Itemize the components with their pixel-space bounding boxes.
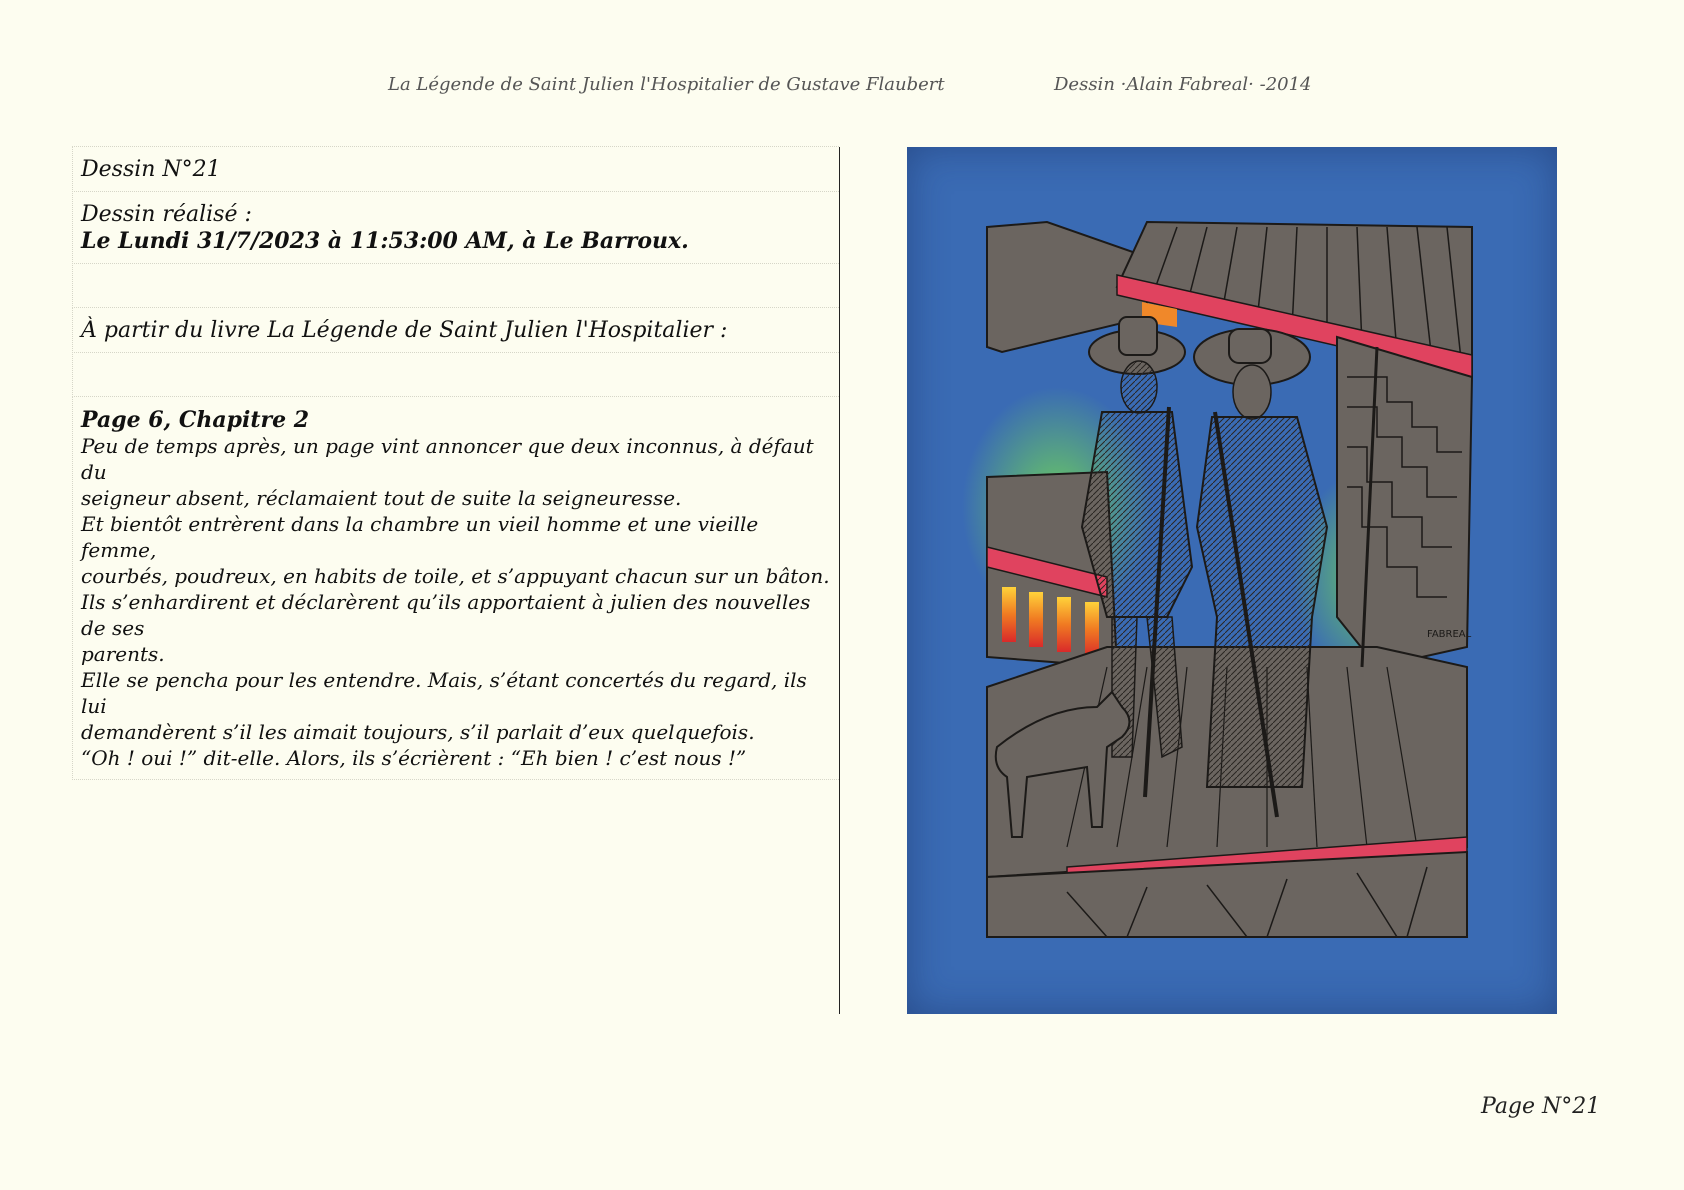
- excerpt-line: Ils s’enhardirent et déclarèrent qu’ils apportaient à julien des nouvelles de ses: [81, 590, 811, 640]
- book-title-header: La Légende de Saint Julien l'Hospitalier de Gustave Flaubert: [388, 74, 945, 95]
- chapter-heading: Page 6, Chapitre 2: [81, 407, 310, 433]
- empty-row: [72, 352, 839, 397]
- artist-signature: FABREAL: [1427, 629, 1472, 640]
- drawing-date-row: [72, 191, 839, 264]
- text-panel: [72, 147, 840, 1014]
- artwork-svg: [907, 147, 1557, 1014]
- made-date: Le Lundi 31/7/2023 à 11:53:00 AM, à Le Barroux.: [81, 228, 689, 254]
- excerpt-row: [72, 396, 839, 780]
- stair-tower: [1337, 337, 1472, 667]
- book-source: À partir du livre La Légende de Saint Julien l'Hospitalier :: [81, 318, 728, 343]
- excerpt-line: Et bientôt entrèrent dans la chambre un vieil homme et une vieille femme,: [81, 512, 759, 562]
- book-source-row: [72, 307, 839, 353]
- excerpt-line: parents.: [81, 642, 165, 666]
- drawing-number: Dessin N°21: [81, 157, 221, 182]
- excerpt-line: courbés, poudreux, en habits de toile, et s’appuyant chacun sur un bâton.: [81, 564, 830, 588]
- excerpt-line: seigneur absent, réclamaient tout de suite la seigneuresse.: [81, 486, 682, 510]
- excerpt-line: Elle se pencha pour les entendre. Mais, s’étant concertés du regard, ils lui: [81, 668, 807, 718]
- artwork-drawing: [907, 147, 1557, 1014]
- drawing-credit-header: Dessin ·Alain Fabreal· -2014: [1054, 74, 1312, 95]
- excerpt-line: “Oh ! oui !” dit-elle. Alors, ils s’écrièrent : “Eh bien ! c’est nous !”: [81, 746, 747, 770]
- made-label: Dessin réalisé :: [81, 202, 252, 227]
- excerpt-line: demandèrent s’il les aimait toujours, s’il parlait d’eux quelquefois.: [81, 720, 755, 744]
- drawing-number-row: [72, 146, 839, 192]
- empty-row: [72, 263, 839, 308]
- page-number: Page N°21: [1481, 1094, 1601, 1119]
- excerpt-line: Peu de temps après, un page vint annoncer que deux inconnus, à défaut du: [81, 434, 814, 484]
